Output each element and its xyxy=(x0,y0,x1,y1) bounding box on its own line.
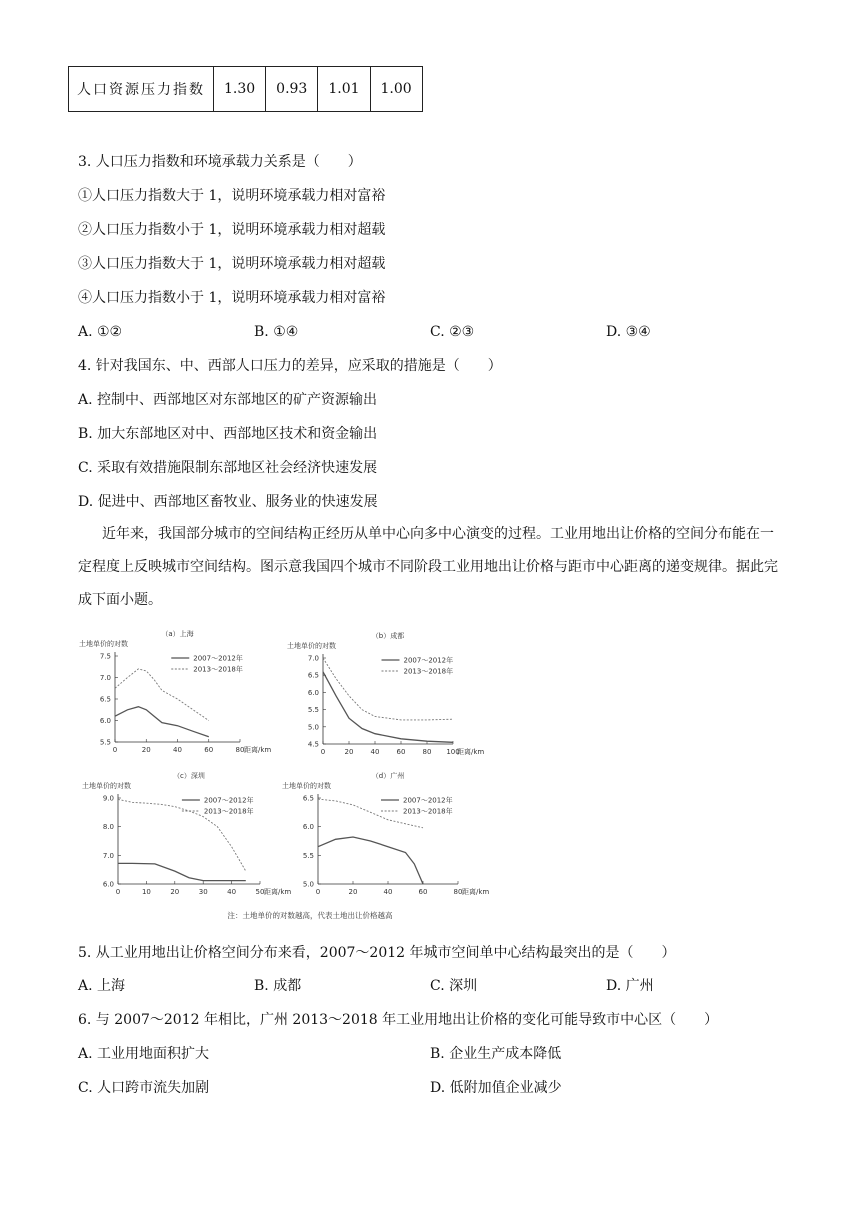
x-tick-label: 40 xyxy=(383,888,393,896)
y-tick-label: 5.5 xyxy=(307,706,319,715)
table-cell: 1.30 xyxy=(214,67,266,112)
x-tick-label: 80 xyxy=(453,888,463,896)
chart-title: （c）深圳 xyxy=(173,772,205,780)
x-tick-label: 40 xyxy=(227,888,237,896)
table-label-cell: 人口资源压力指数 xyxy=(69,67,214,112)
y-tick-label: 9.0 xyxy=(102,794,114,803)
series-line xyxy=(323,672,453,743)
q3-item: ①人口压力指数大于 1，说明环境承载力相对富裕 xyxy=(78,188,386,204)
x-tick-label: 60 xyxy=(396,748,406,756)
x-axis-label: 距离/km xyxy=(264,888,292,896)
table-row xyxy=(69,67,423,112)
x-axis-label: 距离/km xyxy=(457,748,485,756)
chart-panel xyxy=(282,771,489,896)
x-axis-label: 距离/km xyxy=(244,746,272,754)
x-tick-label: 80 xyxy=(235,746,245,754)
q3-stem: 3. 人口压力指数和环境承载力关系是（ ） xyxy=(78,154,362,170)
x-tick-label: 50 xyxy=(255,888,265,896)
y-tick-label: 7.0 xyxy=(102,851,114,860)
x-tick-label: 60 xyxy=(204,746,214,754)
q4-option-d[interactable]: D. 促进中、西部地区畜牧业、服务业的快速发展 xyxy=(78,494,378,510)
x-tick-label: 80 xyxy=(422,748,432,756)
y-tick-label: 6.5 xyxy=(99,695,111,704)
y-tick-label: 8.0 xyxy=(102,823,114,832)
q3-item: ③人口压力指数大于 1，说明环境承载力相对超载 xyxy=(78,256,386,272)
q4-option-c[interactable]: C. 采取有效措施限制东部地区社会经济快速发展 xyxy=(78,460,378,476)
chart-title: （d）广州 xyxy=(371,772,405,780)
y-tick-label: 5.0 xyxy=(307,723,319,732)
q6-option-a[interactable]: A. 工业用地面积扩大 xyxy=(78,1046,210,1062)
x-tick-label: 10 xyxy=(141,888,151,896)
x-tick-label: 0 xyxy=(112,746,118,754)
x-tick-label: 100 xyxy=(446,748,460,756)
table-cell: 1.00 xyxy=(370,67,422,112)
table-cell: 0.93 xyxy=(266,67,318,112)
q3-item: ②人口压力指数小于 1，说明环境承载力相对超载 xyxy=(78,222,386,238)
y-tick-label: 5.0 xyxy=(302,880,314,889)
x-tick-label: 20 xyxy=(344,748,354,756)
x-tick-label: 20 xyxy=(348,888,358,896)
passage-text: 近年来，我国部分城市的空间结构正经历从单中心向多中心演变的过程。工业用地出让价格的空间分布能在一定程度上反映城市空间结构。图示意我国四个城市不同阶段工业用地出让价格与距市中心距离的递变规律。据此完成下面小题。 xyxy=(78,526,778,608)
series-line xyxy=(115,669,209,721)
y-tick-label: 6.0 xyxy=(102,880,114,889)
y-tick-label: 7.5 xyxy=(99,652,111,661)
q5-stem: 5. 从工业用地出让价格空间分布来看，2007～2012 年城市空间单中心结构最突出的是（ ） xyxy=(78,945,676,961)
q6-option-c[interactable]: C. 人口跨市流失加剧 xyxy=(78,1080,210,1096)
x-tick-label: 20 xyxy=(170,888,180,896)
x-tick-label: 40 xyxy=(370,748,380,756)
q4-stem: 4. 针对我国东、中、西部人口压力的差异，应采取的措施是（ ） xyxy=(78,358,502,374)
y-tick-label: 6.5 xyxy=(307,671,319,680)
series-line xyxy=(118,863,246,880)
legend-label: 2013～2018年 xyxy=(203,807,254,816)
y-tick-label: 6.5 xyxy=(302,794,314,803)
x-tick-label: 20 xyxy=(141,746,151,754)
y-tick-label: 6.0 xyxy=(307,688,319,697)
legend-label: 2007～2012年 xyxy=(403,796,453,805)
q3-option-a[interactable]: A. ①② xyxy=(78,324,123,340)
y-tick-label: 7.0 xyxy=(307,654,319,663)
q3-option-c[interactable]: C. ②③ xyxy=(430,324,475,340)
q4-option-a[interactable]: A. 控制中、西部地区对东部地区的矿产资源输出 xyxy=(78,392,378,408)
chart-panel xyxy=(287,631,484,756)
series-line xyxy=(318,837,423,884)
y-axis-label: 土地单价的对数 xyxy=(282,782,331,790)
x-tick-label: 0 xyxy=(115,888,121,896)
figure-note: 注：土地单价的对数越高，代表土地出让价格越高 xyxy=(227,911,393,920)
q5-option-c[interactable]: C. 深圳 xyxy=(430,978,478,994)
legend-label: 2007～2012年 xyxy=(193,654,243,663)
q6-option-d[interactable]: D. 低附加值企业减少 xyxy=(430,1080,562,1096)
legend-label: 2007～2012年 xyxy=(403,656,454,665)
y-tick-label: 5.5 xyxy=(302,851,314,860)
legend-label: 2013～2018年 xyxy=(403,807,453,816)
land-price-figure xyxy=(70,622,550,922)
y-tick-label: 6.0 xyxy=(99,717,111,725)
table-cell: 1.01 xyxy=(318,67,370,112)
x-tick-label: 0 xyxy=(315,888,321,896)
x-axis-label: 距离/km xyxy=(462,888,490,896)
q3-option-b[interactable]: B. ①④ xyxy=(254,324,299,340)
y-axis-label: 土地单价的对数 xyxy=(79,640,128,648)
legend-label: 2013～2018年 xyxy=(403,667,454,676)
legend-label: 2007～2012年 xyxy=(203,796,254,805)
y-tick-label: 5.5 xyxy=(99,738,111,747)
y-tick-label: 6.0 xyxy=(302,823,314,832)
legend-label: 2013～2018年 xyxy=(193,665,243,674)
y-axis-label: 土地单价的对数 xyxy=(82,782,131,790)
q6-stem: 6. 与 2007～2012 年相比，广州 2013～2018 年工业用地出让价格的变化可能导致市中心区（ ） xyxy=(78,1012,719,1028)
q4-option-b[interactable]: B. 加大东部地区对中、西部地区技术和资金输出 xyxy=(78,426,378,442)
x-tick-label: 0 xyxy=(320,748,326,756)
pressure-index-table xyxy=(68,66,423,112)
q5-option-b[interactable]: B. 成都 xyxy=(254,978,302,994)
chart-panel xyxy=(82,771,291,896)
x-tick-label: 60 xyxy=(418,888,428,896)
q6-option-b[interactable]: B. 企业生产成本降低 xyxy=(430,1046,562,1062)
y-axis-label: 土地单价的对数 xyxy=(287,642,336,650)
chart-title: （a）上海 xyxy=(161,630,194,638)
x-tick-label: 30 xyxy=(198,888,208,896)
chart-title: （b）成都 xyxy=(371,632,405,640)
y-tick-label: 4.5 xyxy=(307,740,319,749)
chart-panel xyxy=(79,629,271,754)
q5-option-a[interactable]: A. 上海 xyxy=(78,978,126,994)
y-tick-label: 7.0 xyxy=(99,674,111,682)
q3-option-d[interactable]: D. ③④ xyxy=(606,324,651,340)
q3-item: ④人口压力指数小于 1，说明环境承载力相对富裕 xyxy=(78,290,386,306)
q5-option-d[interactable]: D. 广州 xyxy=(606,978,654,994)
passage xyxy=(78,518,778,617)
x-tick-label: 40 xyxy=(173,746,182,754)
